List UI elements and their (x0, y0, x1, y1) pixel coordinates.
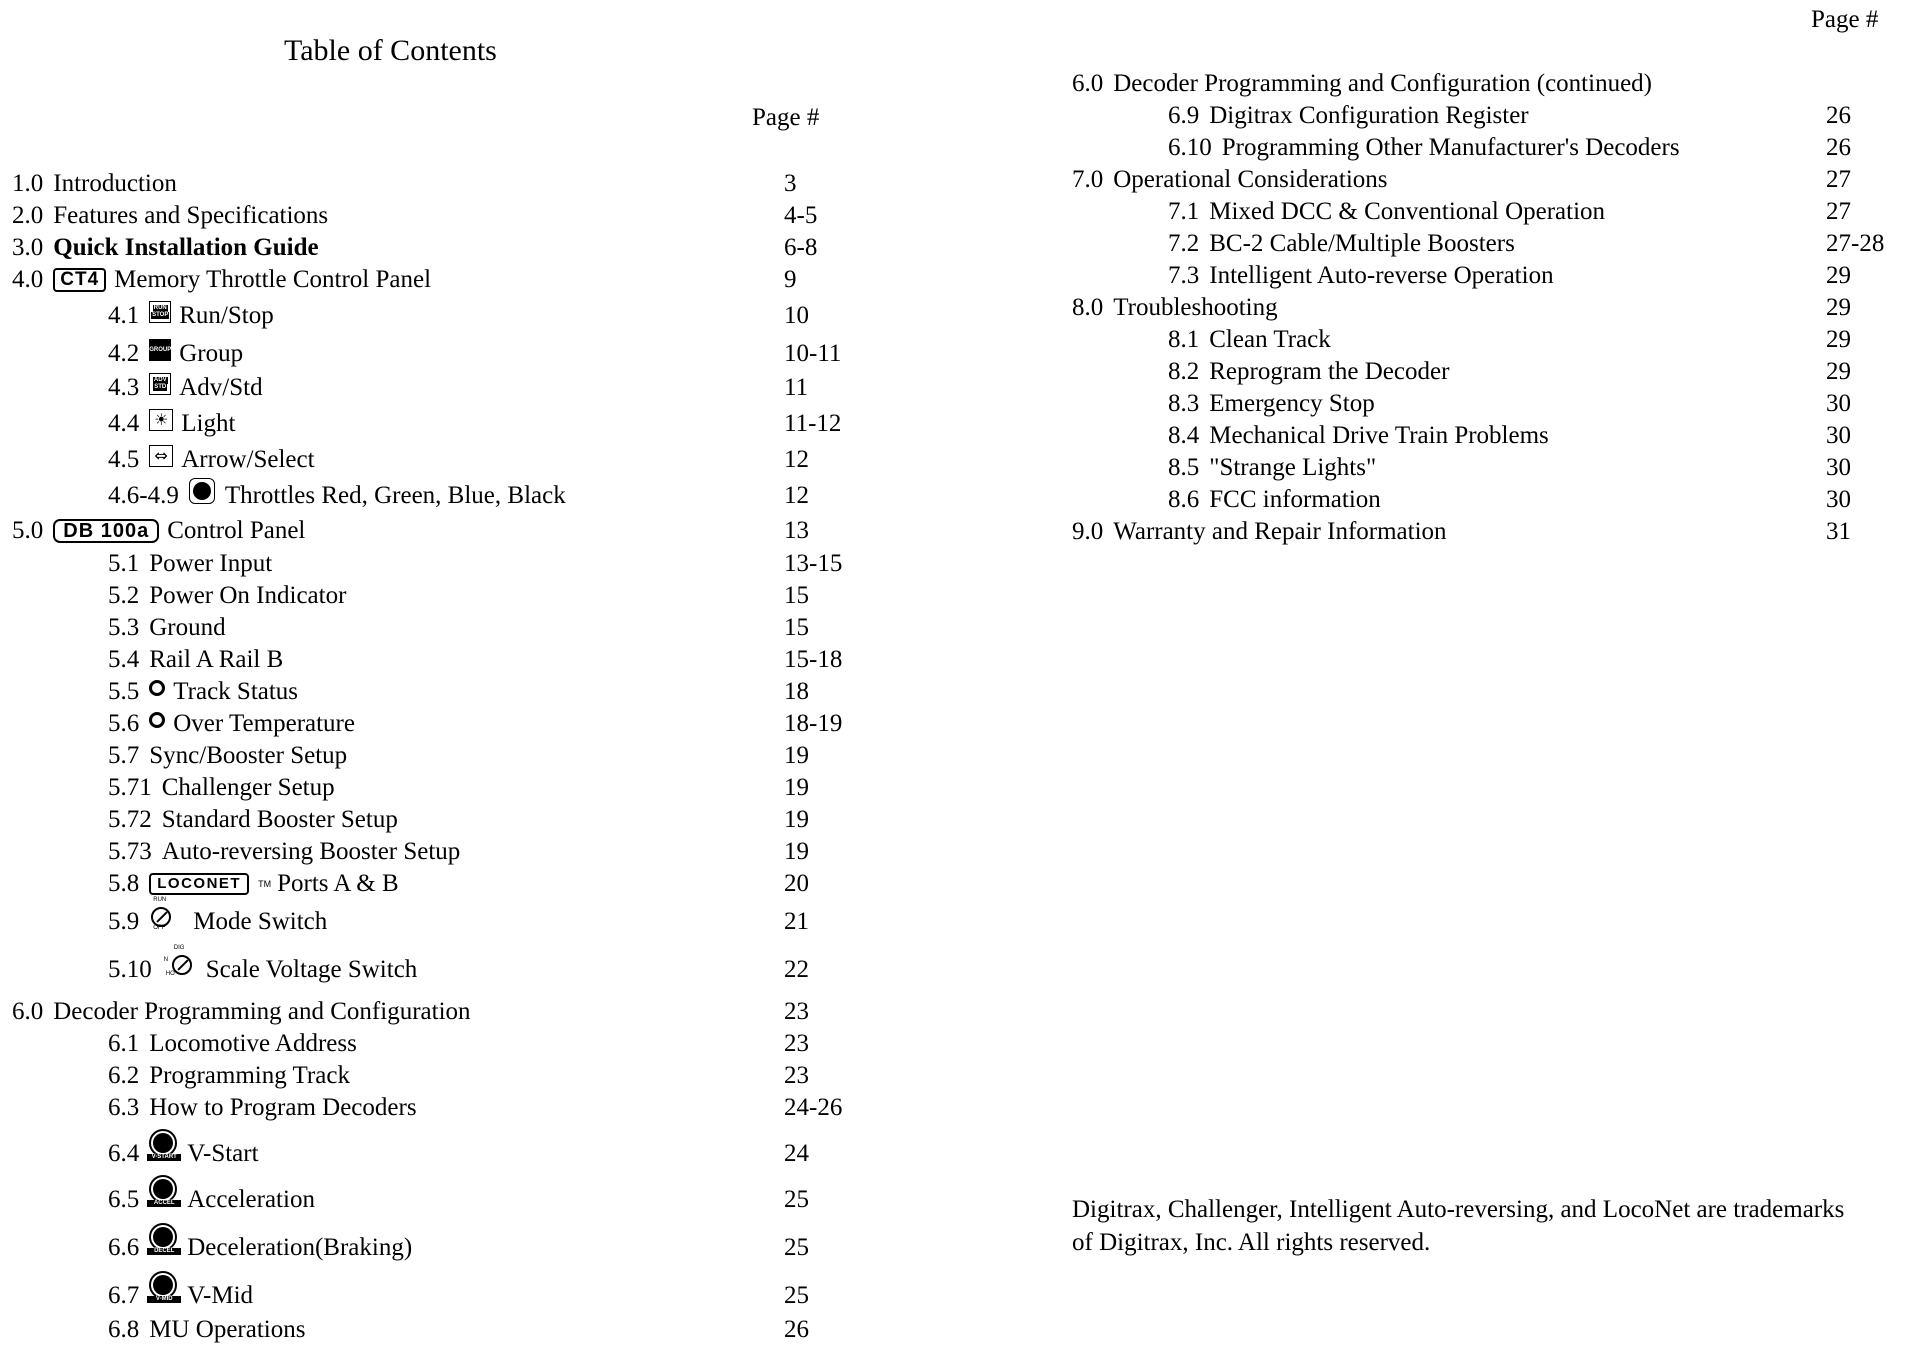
left-entry (0, 1028, 1919, 1060)
section-title: Mechanical Drive Train Problems (1209, 422, 1549, 449)
section-title: Ports A & B (277, 870, 399, 897)
section-title: V-Mid (187, 1282, 254, 1309)
section-title: Track Status (173, 678, 299, 705)
page-number: 6-8 (784, 234, 818, 261)
section-title: Mixed DCC & Conventional Operation (1209, 198, 1606, 225)
page-number: 20 (784, 870, 809, 897)
left-entry (0, 644, 1919, 676)
page-number: 12 (784, 446, 809, 473)
entry-label (108, 836, 460, 868)
section-number: 9.0 (1072, 518, 1104, 545)
left-entry (0, 1280, 1919, 1312)
knob-caption: V-START (147, 1154, 181, 1161)
entry-label (1072, 68, 1652, 100)
section-title: V-Start (187, 1140, 259, 1167)
entry-label (108, 612, 226, 644)
page-number: 26 (1826, 102, 1851, 129)
accel-knob-icon (149, 1175, 179, 1209)
entry-label (1072, 292, 1278, 324)
entry-label (108, 804, 398, 836)
page-number: 30 (1826, 486, 1851, 513)
section-number: 5.73 (108, 838, 152, 865)
page-number: 11-12 (784, 410, 842, 437)
page-number-header-left: Page # (752, 104, 820, 131)
trademark-line-2: of Digitrax, Inc. All rights reserved. (1072, 1229, 1431, 1256)
section-title: Acceleration (187, 1186, 315, 1213)
page-number: 25 (784, 1186, 809, 1213)
section-title: Sync/Booster Setup (149, 742, 348, 769)
page-number: 19 (784, 838, 809, 865)
page-number: 18-19 (784, 710, 843, 737)
entry-label (1072, 516, 1447, 548)
left-entry (0, 740, 1919, 772)
page-number: 29 (1826, 358, 1851, 385)
section-title: Ground (149, 614, 226, 641)
entry-label (108, 740, 347, 772)
loconet-badge-icon: LOCONET (149, 873, 249, 895)
page-number: 23 (784, 998, 809, 1025)
right-entry (0, 100, 1919, 132)
section-title: Arrow/Select (181, 446, 315, 473)
entry-label (108, 708, 355, 740)
run-stop-key-icon-word: STOP (152, 312, 169, 318)
right-entry (0, 420, 1919, 452)
page-number: 10-11 (784, 340, 842, 367)
page-number: 3 (784, 170, 797, 197)
arrow-select-icon: ⇔ (149, 445, 173, 467)
entry-label (1168, 324, 1331, 356)
section-title: Quick Installation Guide (53, 234, 319, 261)
page-number: 24-26 (784, 1094, 843, 1121)
knob-caption: V-MID (147, 1296, 181, 1303)
page-number: 24 (784, 1140, 809, 1167)
section-number: 1.0 (12, 170, 44, 197)
section-number: 6.9 (1168, 102, 1200, 129)
right-entry (0, 388, 1919, 420)
section-title: Mode Switch (193, 908, 328, 935)
left-entry (0, 1060, 1919, 1092)
page-number: 29 (1826, 294, 1851, 321)
trademark-mark: TM (258, 879, 272, 889)
page-number: 27 (1826, 198, 1851, 225)
page-number: 23 (784, 1030, 809, 1057)
right-entry (0, 132, 1919, 164)
section-number: 6.6 (108, 1234, 140, 1261)
section-title: Deceleration(Braking) (187, 1234, 413, 1261)
ct4-badge-icon: CT4 (53, 268, 106, 292)
left-entry (0, 708, 1919, 740)
section-number: 5.4 (108, 646, 140, 673)
right-entry (0, 228, 1919, 260)
page-number: 21 (784, 908, 809, 935)
left-entry (0, 548, 1919, 580)
entry-label (108, 1092, 417, 1124)
right-entry (0, 68, 1919, 100)
scale-voltage-dial-icon (162, 947, 198, 977)
section-title: BC-2 Cable/Multiple Boosters (1209, 230, 1515, 257)
trademark-note (1072, 1193, 1919, 1259)
section-number: 6.5 (108, 1186, 140, 1213)
left-entry (0, 580, 1919, 612)
entry-label (108, 1280, 253, 1312)
section-number: 5.9 (108, 908, 140, 935)
page-number: 11 (784, 374, 809, 401)
section-title: Programming Other Manufacturer's Decoders (1221, 134, 1680, 161)
knob-caption: ACCEL (147, 1200, 181, 1207)
section-number: 5.1 (108, 550, 140, 577)
section-number: 6.0 (12, 998, 44, 1025)
right-entry (0, 164, 1919, 196)
page-number: 4-5 (784, 202, 818, 229)
dial-label-off: OFF (153, 925, 166, 931)
entry-label (1168, 196, 1605, 228)
right-entry (0, 292, 1919, 324)
page-number: 23 (784, 1062, 809, 1089)
section-number: 2.0 (12, 202, 44, 229)
section-title: Memory Throttle Control Panel (114, 266, 432, 293)
entry-label (12, 996, 471, 1028)
page-number: 30 (1826, 422, 1851, 449)
section-number: 8.2 (1168, 358, 1200, 385)
page-number: 18 (784, 678, 809, 705)
page-number: 22 (784, 956, 809, 983)
entry-label (108, 1314, 305, 1346)
toc-title: Table of Contents (284, 34, 497, 67)
section-number: 5.2 (108, 582, 140, 609)
section-title: Introduction (53, 170, 177, 197)
section-number: 5.8 (108, 870, 140, 897)
section-number: 6.2 (108, 1062, 140, 1089)
db100a-badge-icon: DB 100a (53, 519, 159, 543)
decel-knob-icon (149, 1223, 179, 1257)
entry-label (108, 1138, 259, 1170)
section-number: 8.3 (1168, 390, 1200, 417)
page-number: 15-18 (784, 646, 843, 673)
section-title: Clean Track (1209, 326, 1331, 353)
v-start-knob-icon (149, 1129, 179, 1163)
page-number: 12 (784, 482, 809, 509)
section-number: 8.4 (1168, 422, 1200, 449)
section-title: Adv/Std (179, 374, 263, 401)
page-number: 26 (1826, 134, 1851, 161)
entry-label (108, 1184, 315, 1216)
entry-label (108, 644, 283, 676)
entry-label (1168, 484, 1381, 516)
adv-std-key-icon-word: ADV (153, 377, 167, 383)
section-title: Warranty and Repair Information (1113, 518, 1447, 545)
entry-label (108, 1232, 412, 1264)
page-number: 31 (1826, 518, 1851, 545)
section-title: FCC information (1209, 486, 1381, 513)
section-title: How to Program Decoders (149, 1094, 417, 1121)
left-entry (0, 676, 1919, 708)
page-number: 27-28 (1826, 230, 1885, 257)
page-number: 10 (784, 302, 809, 329)
section-title: Run/Stop (179, 302, 274, 329)
left-entry (0, 868, 1919, 900)
dial-ring (151, 907, 171, 927)
section-title: Group (179, 340, 244, 367)
entry-label (1168, 388, 1375, 420)
left-entry (0, 897, 1919, 938)
section-number: 4.2 (108, 340, 140, 367)
dial-label-run: RUN (153, 897, 167, 903)
section-title: Intelligent Auto-reverse Operation (1209, 262, 1554, 289)
dial-label-n: N (163, 957, 169, 963)
section-number: 7.2 (1168, 230, 1200, 257)
light-bulb-icon: ☀ (149, 409, 173, 431)
entry-label (1168, 356, 1449, 388)
section-title: Power On Indicator (149, 582, 347, 609)
section-number: 4.3 (108, 374, 140, 401)
section-number: 5.3 (108, 614, 140, 641)
adv-std-key-icon-word: STD (154, 384, 167, 390)
right-entry (0, 452, 1919, 484)
right-entry (0, 484, 1919, 516)
section-number: 8.5 (1168, 454, 1200, 481)
section-number: 5.7 (108, 742, 140, 769)
section-number: 7.0 (1072, 166, 1104, 193)
section-number: 8.0 (1072, 294, 1104, 321)
dial-label-ho: HO (165, 971, 175, 977)
entry-label (1168, 260, 1554, 292)
status-led-icon (149, 680, 165, 696)
right-entry (0, 324, 1919, 356)
entry-label (1072, 164, 1388, 196)
page-number: 19 (784, 742, 809, 769)
page-number: 27 (1826, 166, 1851, 193)
section-number: 3.0 (12, 234, 44, 261)
page-number: 19 (784, 806, 809, 833)
section-title: Emergency Stop (1209, 390, 1375, 417)
page-number: 25 (784, 1234, 809, 1261)
section-number: 5.6 (108, 710, 140, 737)
entry-label (108, 772, 335, 804)
right-entry (0, 356, 1919, 388)
entry-label (108, 676, 298, 708)
page-number: 9 (784, 266, 797, 293)
left-entry (0, 804, 1919, 836)
section-number: 6.1 (108, 1030, 140, 1057)
page-number: 29 (1826, 262, 1851, 289)
section-number: 5.71 (108, 774, 152, 801)
section-title: Throttles Red, Green, Blue, Black (224, 482, 566, 509)
section-title: Decoder Programming and Configuration (continued) (1113, 70, 1652, 97)
section-number: 4.6-4.9 (108, 482, 179, 509)
section-title: Light (181, 410, 236, 437)
page-number: 26 (784, 1316, 809, 1343)
entry-label (108, 548, 272, 580)
entry-label (1168, 100, 1529, 132)
trademark-line-1: Digitrax, Challenger, Intelligent Auto-reversing, and LocoNet are trademarks (1072, 1196, 1845, 1223)
left-entry (0, 1092, 1919, 1124)
section-title: Rail A Rail B (149, 646, 284, 673)
section-title: Power Input (149, 550, 273, 577)
temperature-led-icon (149, 712, 165, 728)
section-number: 6.0 (1072, 70, 1104, 97)
section-number: 7.1 (1168, 198, 1200, 225)
section-number: 8.6 (1168, 486, 1200, 513)
page-number: 30 (1826, 390, 1851, 417)
section-number: 5.0 (12, 517, 44, 544)
section-number: 6.7 (108, 1282, 140, 1309)
run-stop-key-icon-word: RUN (153, 305, 167, 311)
page-number: 25 (784, 1282, 809, 1309)
section-title: Auto-reversing Booster Setup (161, 838, 461, 865)
dial-label-dig: DIG (173, 945, 185, 951)
page-number: 30 (1826, 454, 1851, 481)
section-number: 5.5 (108, 678, 140, 705)
page-number: 29 (1826, 326, 1851, 353)
group-key-icon-word: GROUP (149, 346, 172, 353)
section-number: 4.5 (108, 446, 140, 473)
section-title: Standard Booster Setup (161, 806, 398, 833)
section-title: MU Operations (149, 1316, 306, 1343)
left-entry (0, 612, 1919, 644)
section-number: 4.1 (108, 302, 140, 329)
section-title: Locomotive Address (149, 1030, 357, 1057)
section-number: 4.4 (108, 410, 140, 437)
page-number: 13 (784, 517, 809, 544)
page-number: 13-15 (784, 550, 843, 577)
section-title: Programming Track (149, 1062, 350, 1089)
section-title: Features and Specifications (53, 202, 329, 229)
left-entry (0, 996, 1919, 1028)
v-mid-knob-icon (149, 1271, 179, 1305)
left-entry (0, 836, 1919, 868)
knob-caption: DECEL (147, 1248, 181, 1255)
section-title: Over Temperature (173, 710, 355, 737)
entry-label (108, 868, 399, 900)
left-entry (0, 772, 1919, 804)
mode-switch-dial-icon (149, 899, 185, 929)
right-entry (0, 260, 1919, 292)
page-number-header-right: Page # (1811, 6, 1879, 33)
section-title: Scale Voltage Switch (205, 956, 418, 983)
entry-label (108, 945, 418, 986)
entry-label (1168, 228, 1515, 260)
section-title: Decoder Programming and Configuration (53, 998, 471, 1025)
left-entry (0, 1314, 1919, 1346)
entry-label (108, 1028, 357, 1060)
entry-label (1168, 420, 1549, 452)
entry-label (108, 1060, 350, 1092)
section-title: Control Panel (167, 517, 306, 544)
right-entry (0, 516, 1919, 548)
entry-label (108, 897, 328, 938)
section-number: 6.8 (108, 1316, 140, 1343)
left-entry (0, 945, 1919, 986)
entry-label (1168, 452, 1376, 484)
section-number: 5.72 (108, 806, 152, 833)
section-number: 6.10 (1168, 134, 1212, 161)
page-number: 15 (784, 614, 809, 641)
section-number: 8.1 (1168, 326, 1200, 353)
entry-label (1168, 132, 1680, 164)
entry-label (108, 580, 346, 612)
section-number: 6.3 (108, 1094, 140, 1121)
section-title: Troubleshooting (1113, 294, 1278, 321)
section-title: Operational Considerations (1113, 166, 1388, 193)
section-number: 6.4 (108, 1140, 140, 1167)
section-number: 5.10 (108, 956, 152, 983)
section-number: 4.0 (12, 266, 44, 293)
right-entry (0, 196, 1919, 228)
section-title: Challenger Setup (161, 774, 335, 801)
page-number: 15 (784, 582, 809, 609)
page-number: 19 (784, 774, 809, 801)
section-title: Reprogram the Decoder (1209, 358, 1450, 385)
section-number: 7.3 (1168, 262, 1200, 289)
section-title: Digitrax Configuration Register (1209, 102, 1529, 129)
left-entry (0, 1138, 1919, 1170)
section-title: "Strange Lights" (1209, 454, 1377, 481)
